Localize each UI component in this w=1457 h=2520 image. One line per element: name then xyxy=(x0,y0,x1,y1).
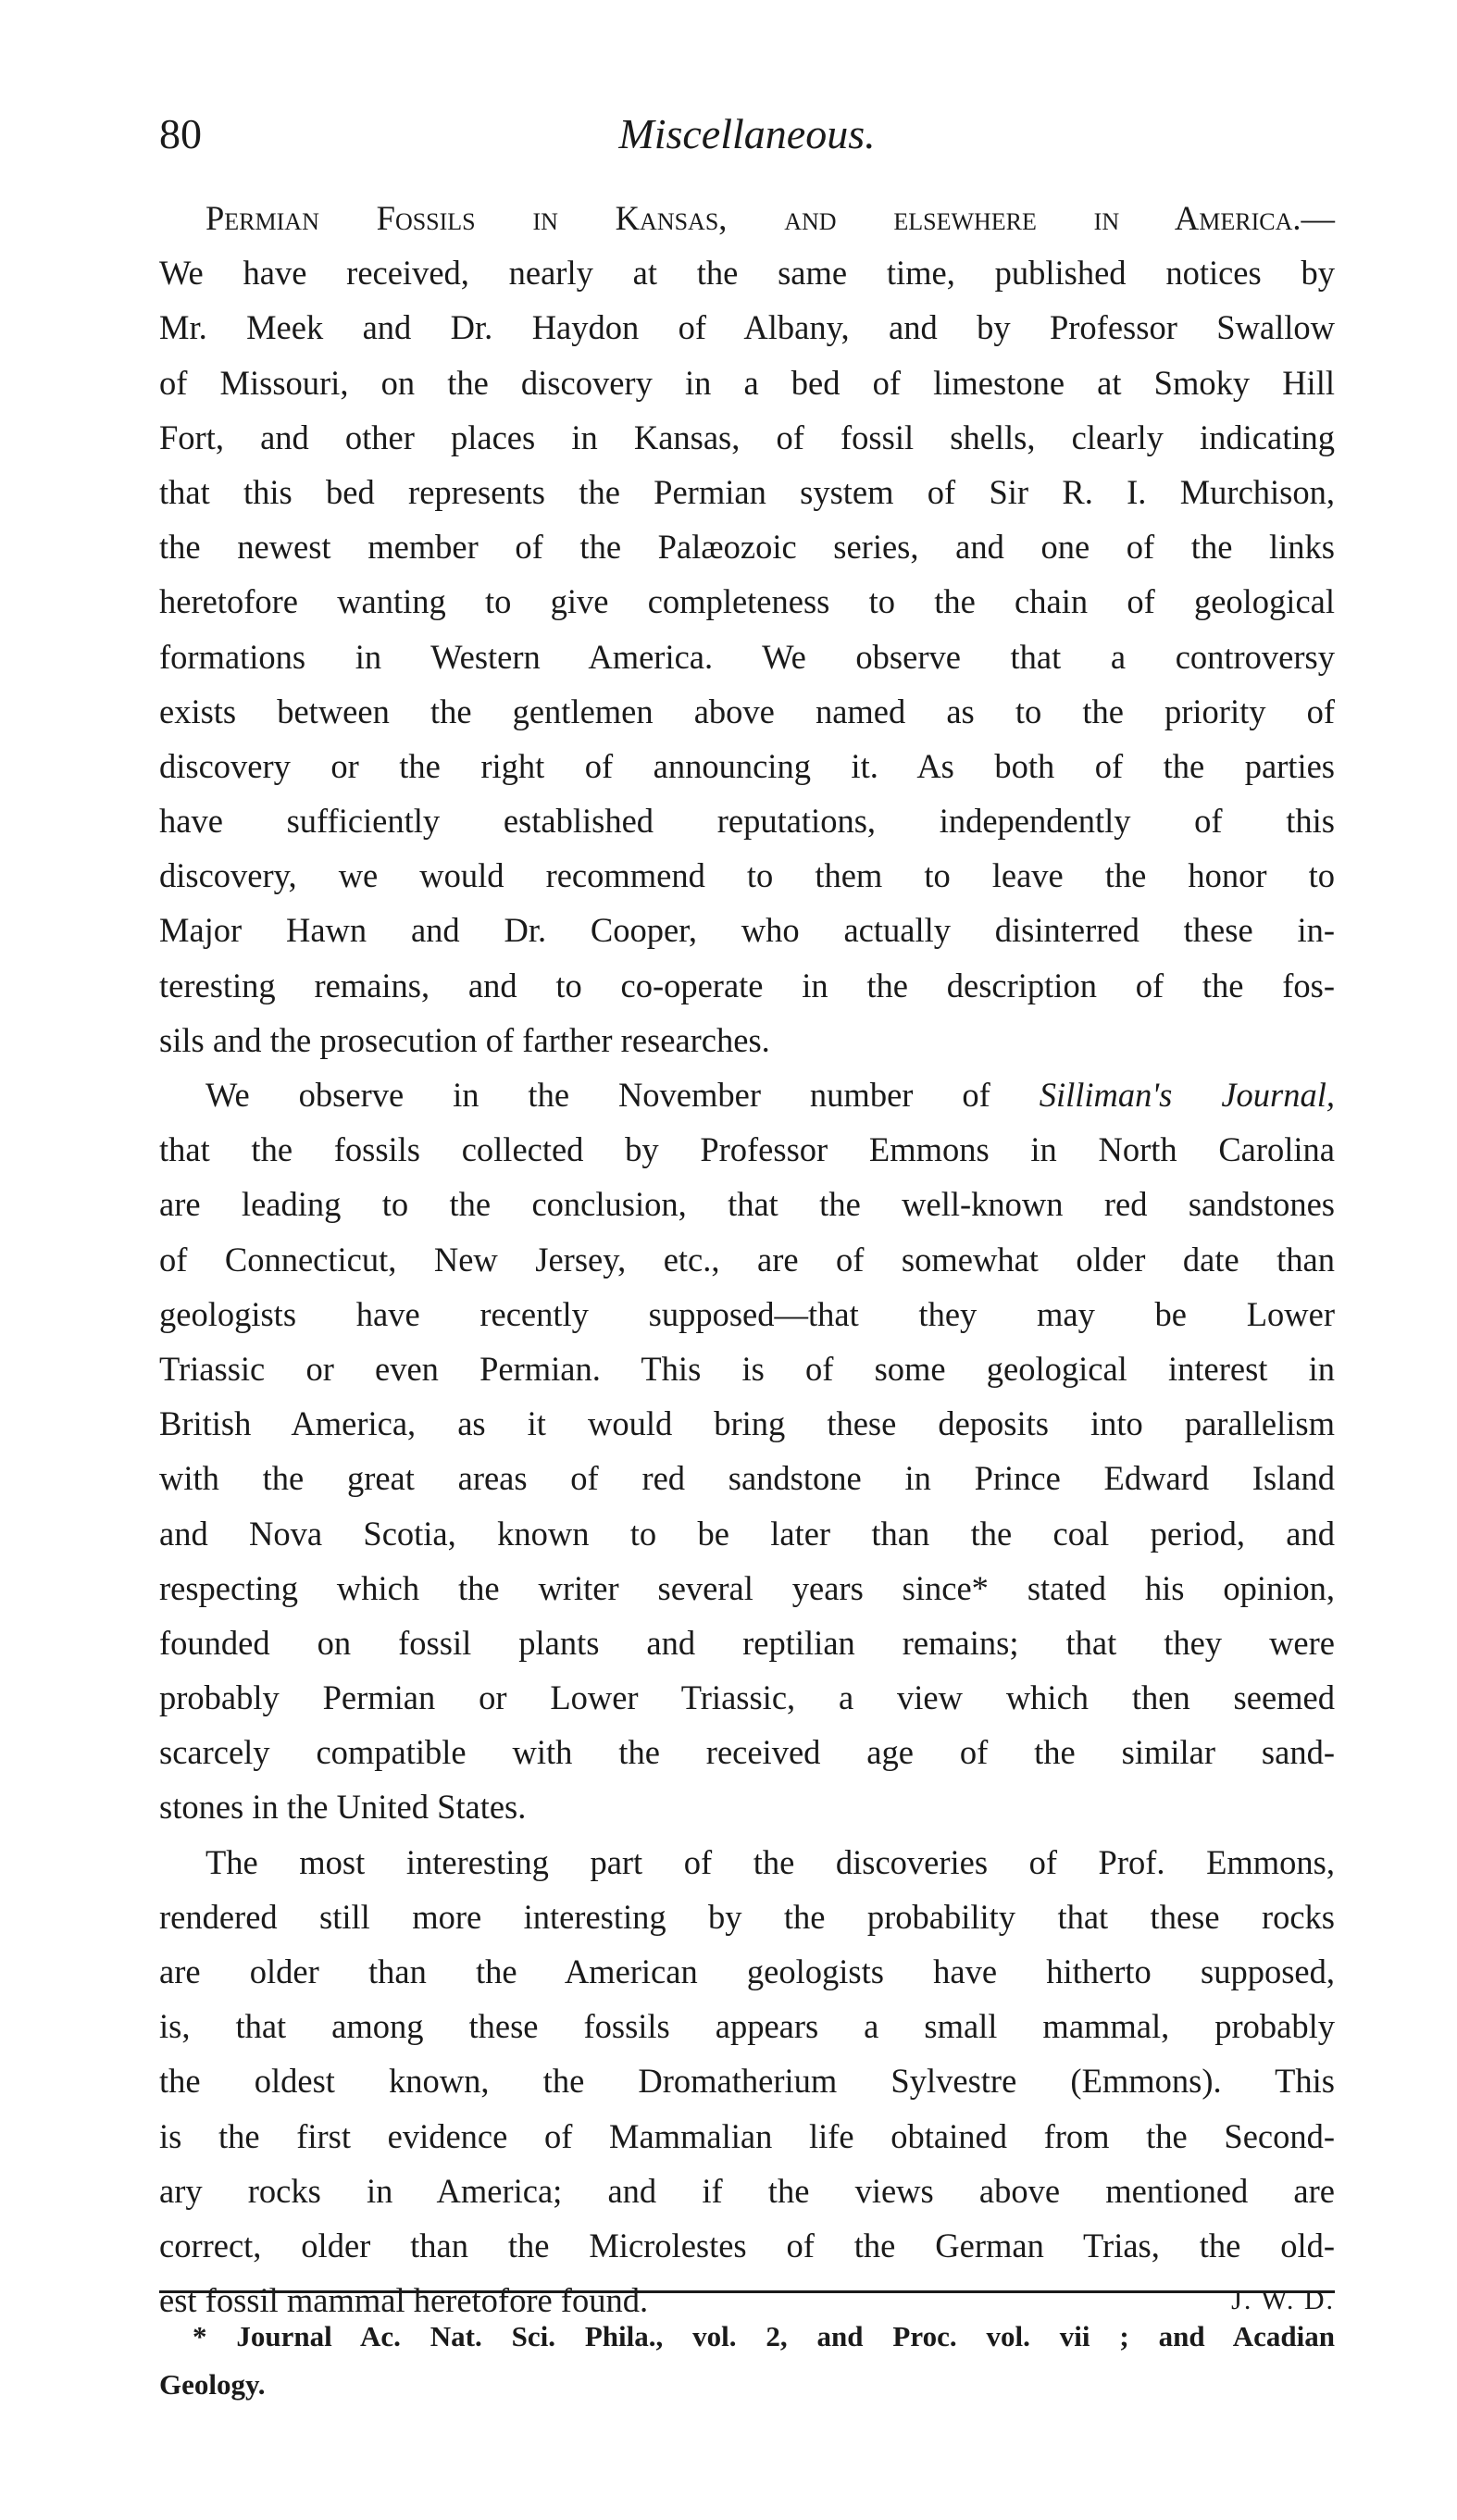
text-line: that this bed represents the Permian system of Sir R. I. Murchison, xyxy=(159,472,1335,511)
text-line: have sufficiently established reputations, independently of this xyxy=(159,802,1335,841)
text-line: are leading to the conclusion, that the well-known red sandstones xyxy=(159,1185,1335,1224)
text-line: respecting which the writer several years since* stated his opinion, xyxy=(159,1568,1335,1607)
text-line: correct, older than the Microlestes of the German Trias, the old- xyxy=(159,2226,1335,2264)
text-line: geologists have recently supposed—that they may be Lower xyxy=(159,1294,1335,1333)
text-line: and Nova Scotia, known to be later than the coal period, and xyxy=(159,1514,1335,1553)
article-body xyxy=(159,191,1335,2327)
text-line: are older than the American geologists have hitherto supposed, xyxy=(159,1952,1335,1990)
text-line xyxy=(159,1067,1335,1122)
text-line: that the fossils collected by Professor Emmons in North Carolina xyxy=(159,1130,1335,1169)
text-line: ary rocks in America; and if the views above mentioned are xyxy=(159,2171,1335,2210)
text-line: discovery, we would recommend to them to leave the honor to xyxy=(159,856,1335,895)
journal-title: Silliman's Journal, xyxy=(1039,1076,1335,1114)
footnote-line: * Journal Ac. Nat. Sci. Phila., vol. 2, and Proc. vol. vii ; and Acadian xyxy=(193,2320,1335,2352)
text-line: stones in the United States. xyxy=(159,1788,527,1827)
footnote xyxy=(159,2313,1335,2409)
text-line: of Connecticut, New Jersey, etc., are of somewhat older date than xyxy=(159,1240,1335,1279)
text-line: sils and the prosecution of farther researches. xyxy=(159,1020,770,1059)
text-line: founded on fossil plants and reptilian remains; that they were xyxy=(159,1623,1335,1662)
text-line: Mr. Meek and Dr. Haydon of Albany, and by Professor Swallow xyxy=(159,308,1335,347)
paragraph-1 xyxy=(159,191,1335,1067)
text-line: We have received, nearly at the same time, published notices by xyxy=(159,254,1335,293)
text-line: teresting remains, and to co-operate in the description of the fos- xyxy=(159,966,1335,1004)
text-line: of Missouri, on the discovery in a bed of limestone at Smoky Hill xyxy=(159,363,1335,402)
text-line: British America, as it would bring these deposits into parallelism xyxy=(159,1404,1335,1443)
author-signature: J. W. D. xyxy=(1231,2285,1335,2316)
text-line: Triassic or even Permian. This is of some geological interest in xyxy=(159,1349,1335,1388)
text-line: with the great areas of red sandstone in Prince Edward Island xyxy=(159,1459,1335,1498)
text-line: rendered still more interesting by the probability that these rocks xyxy=(159,1897,1335,1936)
text-line: is, that among these fossils appears a small mammal, probably xyxy=(159,2007,1335,2046)
text-line: formations in Western America. We observe that a controversy xyxy=(159,637,1335,676)
text-line: scarcely compatible with the received age of the similar sand- xyxy=(159,1733,1335,1772)
text-fragment: est fossil mammal heretofore found. xyxy=(159,2281,649,2320)
text-line: exists between the gentlemen above named as to the priority of xyxy=(159,692,1335,730)
text-line: discovery or the right of announcing it. As both of the parties xyxy=(159,746,1335,785)
running-head xyxy=(159,109,1335,165)
running-title: Miscellaneous. xyxy=(618,110,876,157)
text-line: heretofore wanting to give completeness to the chain of geological xyxy=(159,582,1335,621)
text-line: the newest member of the Palæozoic series, and one of the links xyxy=(159,528,1335,567)
text-line: is the first evidence of Mammalian life obtained from the Second- xyxy=(159,2116,1335,2155)
text-line: Fort, and other places in Kansas, of fossil shells, clearly indicating xyxy=(159,418,1335,456)
text-line xyxy=(159,191,1335,245)
footnote-divider xyxy=(159,2290,1335,2293)
article-heading: Permian Fossils in Kansas, and elsewhere in America.— xyxy=(205,199,1335,237)
text-fragment: We observe in the November number of xyxy=(205,1076,1040,1114)
paragraph-2 xyxy=(159,1067,1335,1835)
footnote-line: Geology. xyxy=(159,2368,266,2401)
text-line: the oldest known, the Dromatherium Sylvestre (Emmons). This xyxy=(159,2062,1335,2101)
page-number: 80 xyxy=(159,110,202,157)
text-line: Major Hawn and Dr. Cooper, who actually disinterred these in- xyxy=(159,911,1335,950)
text-line: probably Permian or Lower Triassic, a view which then seemed xyxy=(159,1678,1335,1717)
paragraph-3 xyxy=(159,1835,1335,2328)
book-page xyxy=(159,0,1335,2520)
text-line: The most interesting part of the discoveries of Prof. Emmons, xyxy=(205,1842,1335,1881)
